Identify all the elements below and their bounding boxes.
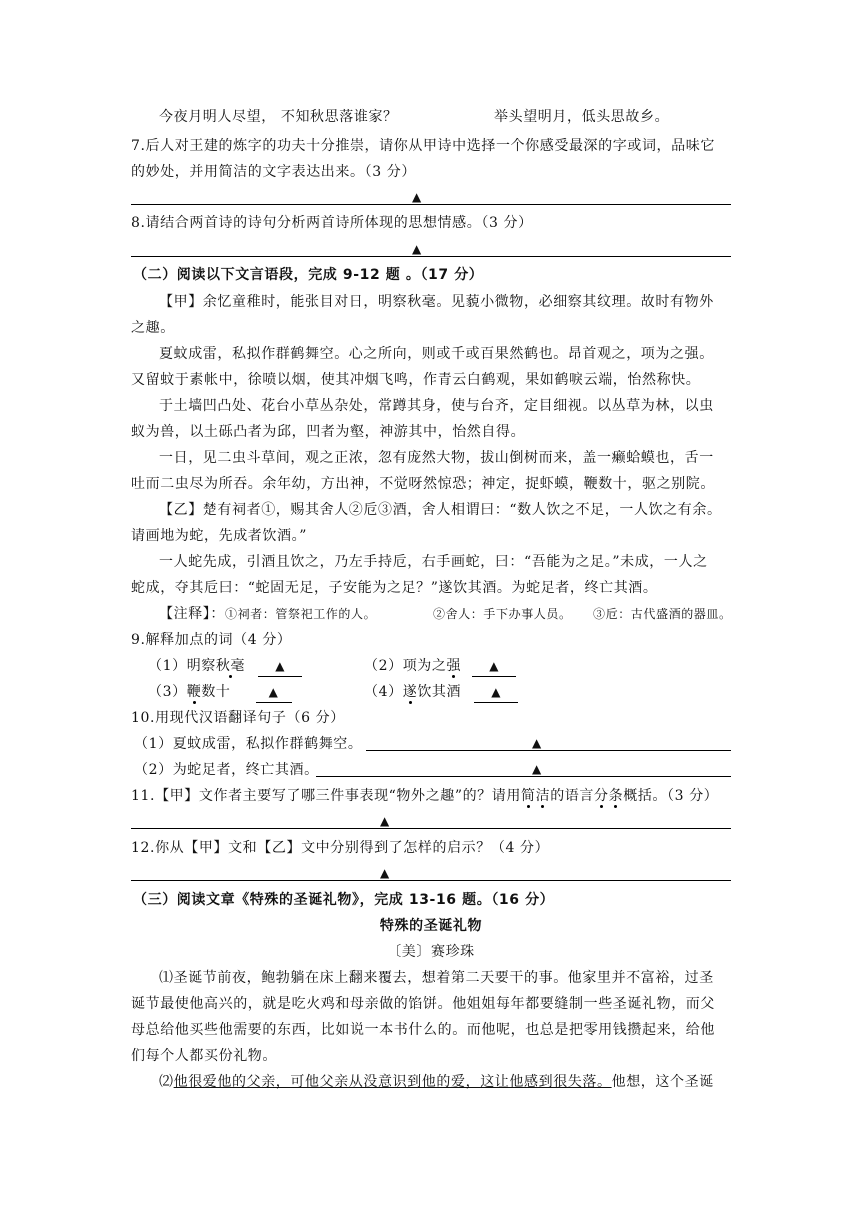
- q9-item-text: （2）项为之: [364, 658, 447, 674]
- q11-text: 11.【甲】文作者主要写了哪三件事表现“物外之趣”的？请用: [131, 788, 521, 804]
- note-label: 【注释】：: [159, 606, 225, 622]
- section-heading: （三）阅读文章《特殊的圣诞礼物》，完成 13-16 题。（16 分）: [133, 892, 555, 908]
- yi-p2-line2: 蛇成，夺其卮曰：“蛇固无足，子安能为之足？”遂饮其酒。为蛇足者，终亡其酒。: [131, 580, 658, 596]
- jia-p4-line1: 一日，见二虫斗草间，观之正浓，忽有庞然大物，拔山倒树而来，盖一癞蛤蟆也，舌一: [159, 450, 714, 466]
- q10-title: 10.用现代汉语翻译句子（6 分）: [131, 710, 345, 726]
- jia-p3-line1: 于土墙凹凸处、花台小草丛杂处，常蹲其身，使与台齐，定目细视。以丛草为林，以虫: [159, 398, 714, 414]
- poem-right: 举头望明月，低头思故乡。: [494, 109, 670, 125]
- dotted-word: 鞭: [186, 684, 202, 700]
- q10-s1: （1）夏蚊成雷，私拟作群鹤舞空。: [134, 736, 363, 752]
- answer-marker: ▲: [412, 190, 422, 204]
- poem-line: [159, 107, 731, 127]
- answer-marker: ▲: [275, 659, 286, 673]
- q9-title: 9.解释加点的词（4 分）: [131, 632, 292, 648]
- q7-line1: 7.后人对王建的炼字的功夫十分推崇，请你从甲诗中选择一个你感受最深的字或词，品味它: [131, 138, 715, 154]
- answer-marker: ▲: [489, 659, 500, 673]
- yi-p1-line2: 请画地为蛇，先成者饮酒。”: [131, 528, 307, 544]
- q12-prompt: 12.你从【甲】文和【乙】文中分别得到了怎样的启示？（4 分）: [131, 840, 550, 856]
- article-title: 特殊的圣诞礼物: [379, 918, 483, 934]
- annotation: [159, 604, 731, 624]
- q10-s2: （2）为蛇足者，终亡其酒。: [134, 762, 319, 778]
- note-3: ③卮：古代盛酒的器皿。: [593, 607, 732, 621]
- jia-p2-line1: 夏蚊成雷，私拟作群鹤舞空。心之所向，则或千或百果然鹤也。昂首观之，项为之强。: [159, 346, 714, 362]
- q11-text: 的语言: [550, 788, 595, 804]
- article-p1-line2: 诞节最使他高兴的，就是吃火鸡和母亲做的馅饼。他姐姐每年都要缝制一些圣诞礼物，而父: [131, 996, 715, 1012]
- note-1: ①祠者：管祭祀工作的人。: [225, 607, 377, 621]
- answer-blank[interactable]: [474, 682, 518, 703]
- poem-left: 今夜月明人尽望， 不知秋思落谁家？: [159, 109, 398, 125]
- yi-p2-line1: 一人蛇先成，引酒且饮之，乃左手持卮，右手画蛇，曰：“吾能为之足。”未成，一人之: [159, 554, 708, 570]
- q11-text: 概括。（3 分）: [623, 788, 719, 804]
- answer-marker: ▲: [412, 242, 422, 256]
- jia-p3-line2: 蚁为兽，以土砾凸者为邱，凹者为壑，神游其中，怡然自得。: [131, 424, 526, 440]
- article-p1-line1: ⑴圣诞节前夜，鲍勃躺在床上翻来覆去，想着第二天要干的事。他家里并不富裕，过圣: [159, 970, 714, 986]
- q9-item-text: （4）: [364, 684, 403, 700]
- answer-blank[interactable]: [258, 656, 302, 677]
- jia-p2-line2: 又留蚊于素帐中，徐喷以烟，使其冲烟飞鸣，作青云白鹤观，果如鹤唳云端，怡然称快。: [131, 372, 701, 388]
- jia-p1-line1: 【甲】余忆童稚时，能张目对日，明察秋毫。见藐小微物，必细察其纹理。故时有物外: [159, 294, 714, 310]
- dotted-word: 洁: [535, 788, 551, 804]
- answer-marker: ▲: [532, 736, 542, 750]
- article-p1-line4: 们每个人都买份礼物。: [131, 1048, 277, 1064]
- q11-prompt: [131, 786, 731, 806]
- q9-item-text: 饮其酒: [417, 684, 462, 700]
- dotted-word: 分: [594, 788, 609, 804]
- article-text: 他想，这个圣诞: [611, 1074, 714, 1090]
- underlined-sentence: 他很爱他的父亲，可他父亲从没意识到他的爱，这让他感到很失落。: [173, 1074, 612, 1090]
- answer-line-q8[interactable]: [131, 256, 731, 257]
- q9-item-2: [364, 656, 724, 677]
- q9-item-text: （1）明察: [148, 658, 216, 674]
- article-author: 〔美〕赛珍珠: [387, 944, 475, 960]
- answer-marker: ▲: [268, 685, 279, 699]
- answer-marker: ▲: [491, 685, 502, 699]
- answer-marker: ▲: [380, 866, 390, 880]
- q8-prompt: 8.请结合两首诗的诗句分析两首诗所体现的思想情感。（3 分）: [131, 215, 533, 231]
- dotted-word: 强: [446, 658, 462, 674]
- section-heading: （二）阅读以下文言语段，完成 9-12 题 。（17 分）: [133, 267, 484, 283]
- answer-line-q10-2[interactable]: [316, 776, 731, 777]
- answer-line-q12[interactable]: [131, 880, 731, 881]
- answer-line-q11[interactable]: [131, 828, 731, 829]
- yi-p1-line1: 【乙】楚有祠者①，赐其舍人②卮③酒，舍人相谓曰：“数人饮之不足，一人饮之有余。: [159, 502, 722, 518]
- q9-item-text: （3）: [148, 684, 187, 700]
- jia-p4-line2: 吐而二虫尽为所吞。余年幼，方出神，不觉呀然惊恐；神定，捉虾蟆，鞭数十，驱之别院。: [131, 476, 715, 492]
- answer-blank[interactable]: [472, 656, 516, 677]
- dotted-word: 条: [608, 788, 624, 804]
- paragraph-number: ⑵: [159, 1074, 174, 1090]
- article-p1-line3: 母总给他买些他需要的东西，比如说一本书什么的。而他呢，也总是把零用钱攒起来，给他: [131, 1022, 715, 1038]
- answer-line-q7[interactable]: [131, 204, 731, 205]
- answer-marker: ▲: [532, 762, 542, 776]
- jia-p1-line2: 之趣。: [131, 320, 175, 336]
- q9-item-4: [364, 682, 724, 703]
- answer-line-q10-1[interactable]: [366, 750, 731, 751]
- dotted-word: 秋毫: [215, 658, 246, 674]
- dotted-word: 简: [520, 788, 536, 804]
- dotted-word: 遂: [402, 684, 418, 700]
- q9-item-text: 数十: [201, 684, 231, 700]
- answer-blank[interactable]: [256, 682, 292, 703]
- article-p2-line1: [159, 1072, 731, 1092]
- note-2: ②舍人：手下办事人员。: [433, 607, 572, 621]
- answer-marker: ▲: [380, 814, 390, 828]
- q7-line2: 的妙处，并用简洁的文字表达出来。（3 分）: [131, 164, 416, 180]
